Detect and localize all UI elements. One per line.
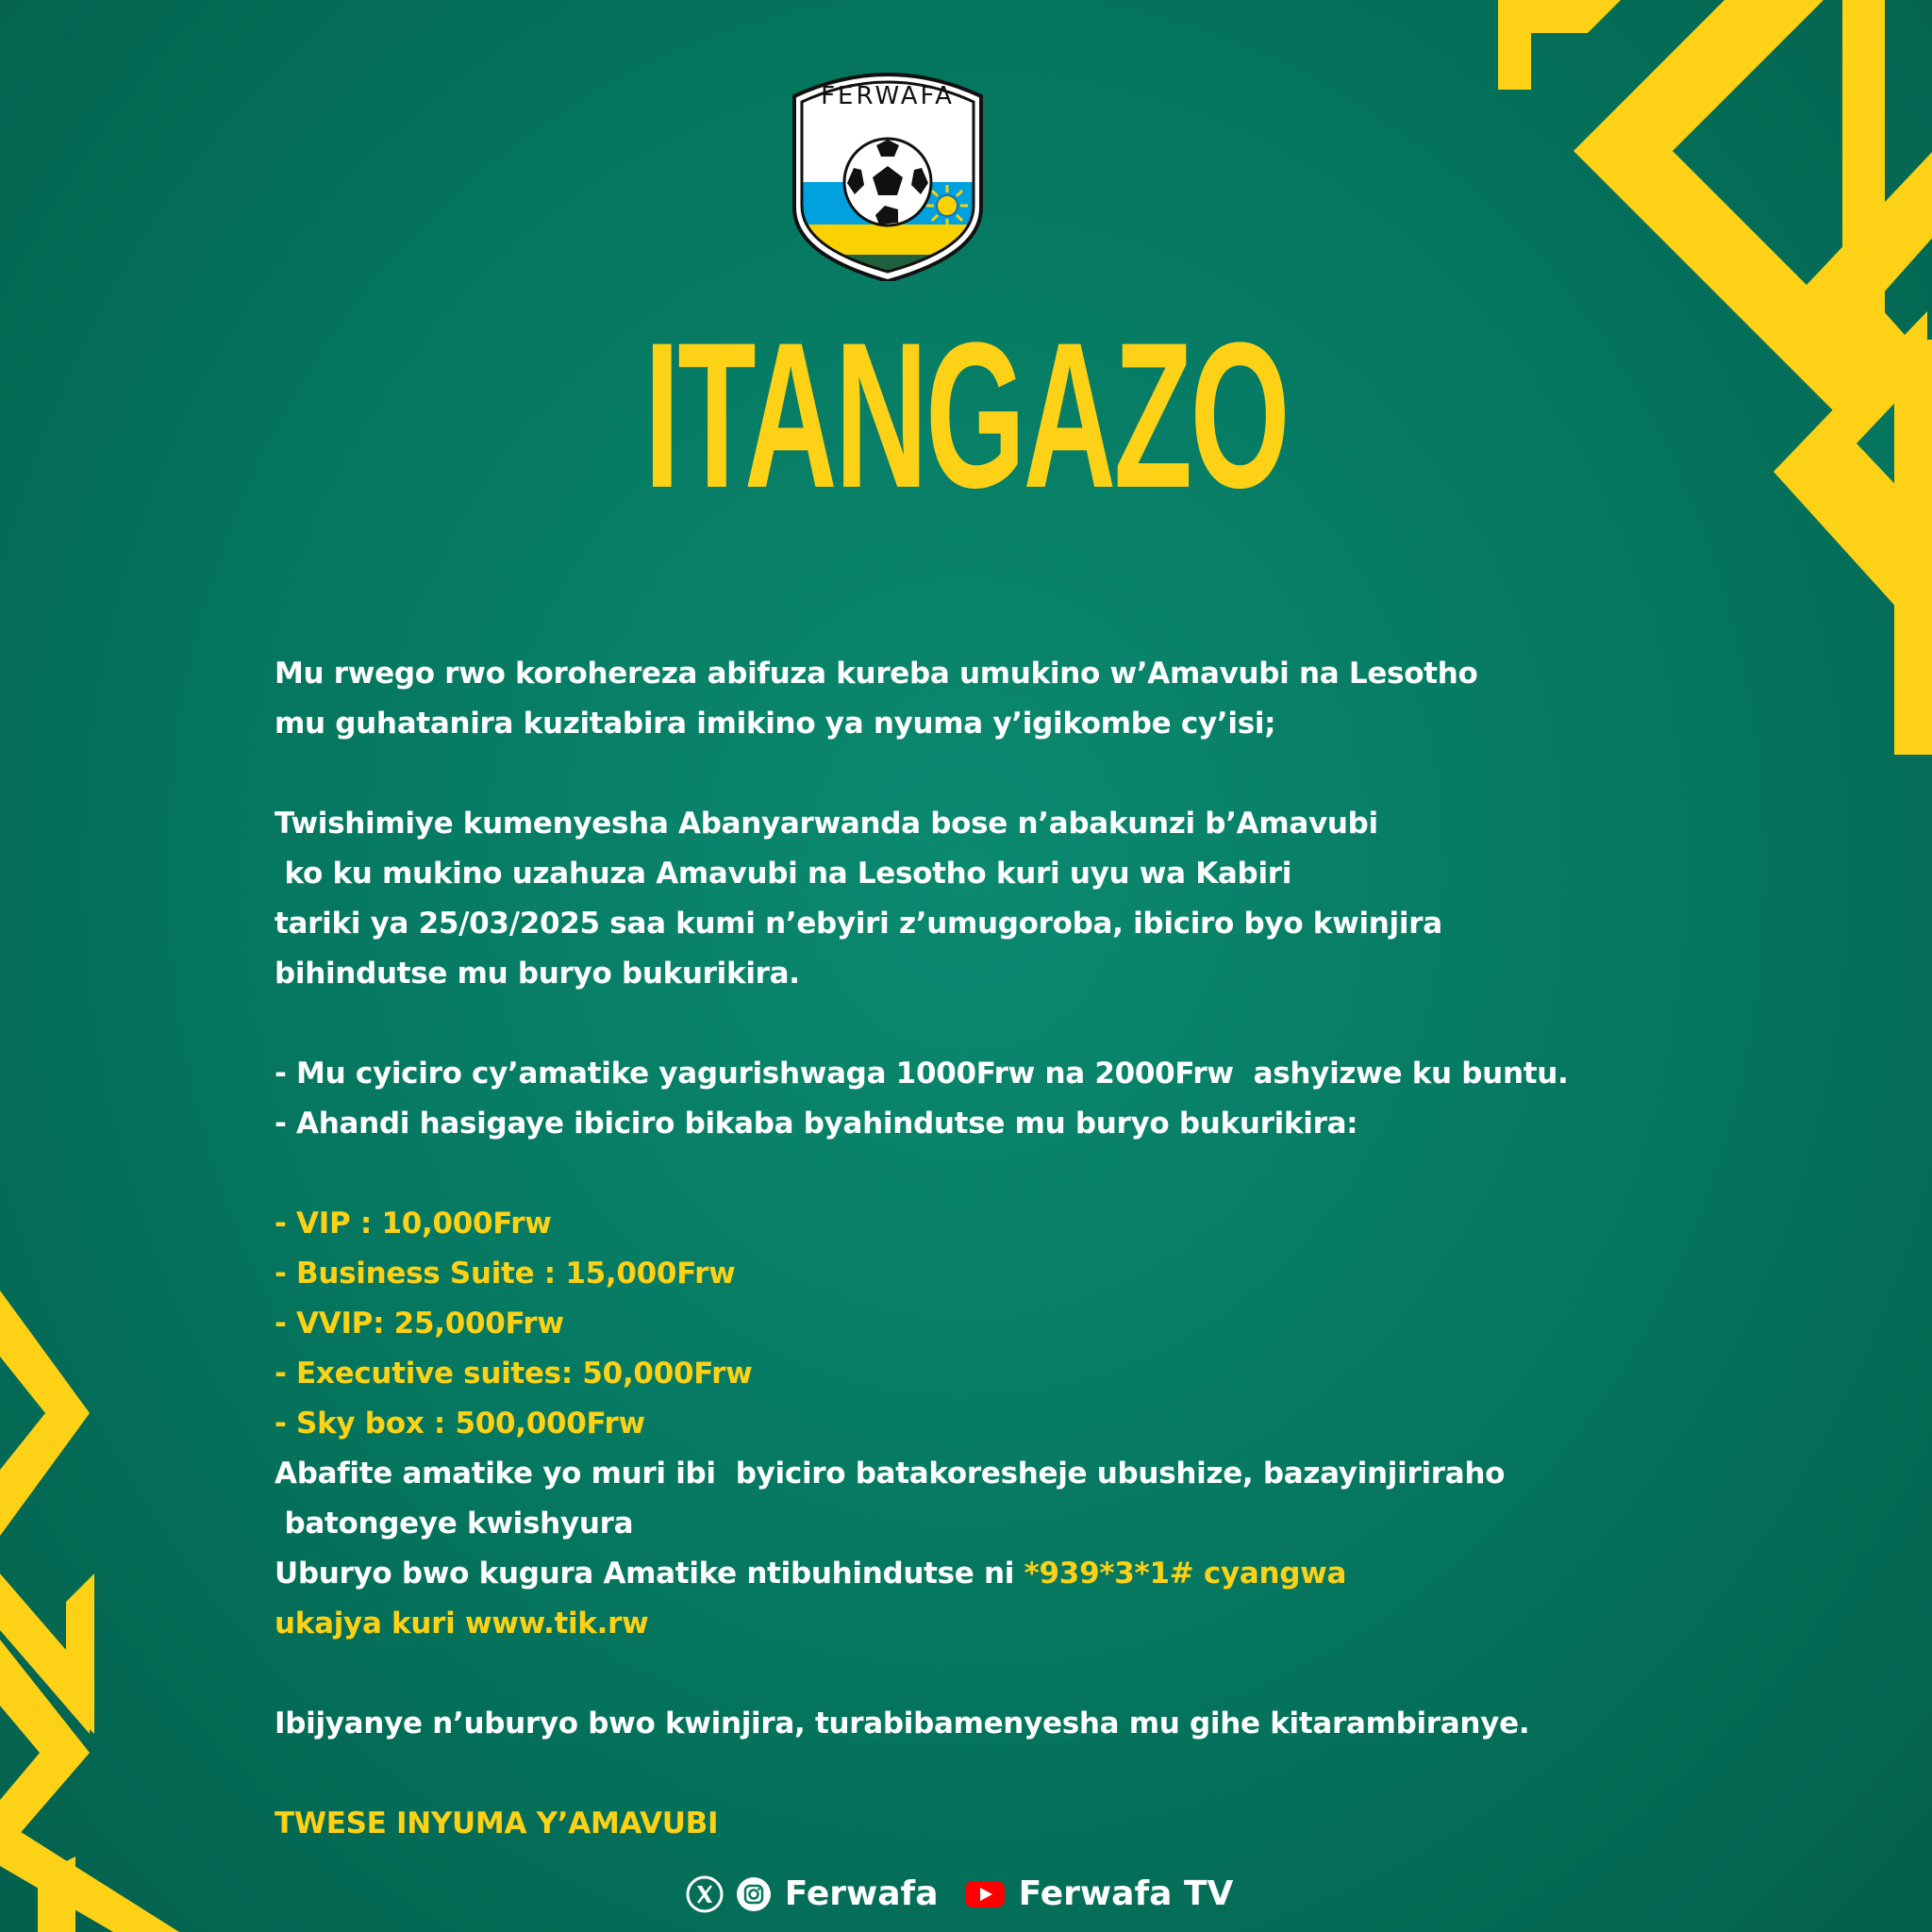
logo-text: FERWAFA bbox=[821, 82, 955, 110]
announcement-line-1: Twishimiye kumenyesha Abanyarwanda bose n’abakunzi b’Amavubi bbox=[275, 807, 1378, 841]
sun-icon bbox=[926, 185, 968, 226]
price-item-vvip: - VVIP: 25,000Frw bbox=[275, 1307, 564, 1341]
youtube-icon[interactable] bbox=[963, 1875, 1007, 1913]
social-handle[interactable]: Ferwafa bbox=[784, 1874, 939, 1913]
announcement-body bbox=[275, 649, 1878, 1849]
youtube-handle[interactable]: Ferwafa TV bbox=[1018, 1874, 1234, 1913]
purchase-line-1 bbox=[275, 1549, 1878, 1599]
price-item-business-suite: - Business Suite : 15,000Frw bbox=[275, 1257, 736, 1291]
intro-line-1: Mu rwego rwo korohereza abifuza kureba umukino w’Amavubi na Lesotho bbox=[275, 657, 1478, 691]
instagram-icon[interactable] bbox=[735, 1875, 773, 1913]
ferwafa-logo bbox=[779, 64, 996, 281]
rules-line-2: - Ahandi hasigaye ibiciro bikaba byahindutse mu buryo bukurikira: bbox=[275, 1107, 1358, 1141]
headline-title: ITANGAZO bbox=[643, 299, 1289, 531]
footer-social-bar bbox=[0, 1870, 1932, 1918]
intro-line-2: mu guhatanira kuzitabira imikino ya nyuma y’igikombe cy’isi; bbox=[275, 707, 1276, 741]
announcement-line-3: tariki ya 25/03/2025 saa kumi n’ebyiri z’umugoroba, ibiciro byo kwinjira bbox=[275, 907, 1442, 941]
rules-line-1: - Mu cyiciro cy’amatike yagurishwaga 1000Frw na 2000Frw ashyizwe ku buntu. bbox=[275, 1057, 1569, 1091]
slogan: TWESE INYUMA Y’AMAVUBI bbox=[275, 1807, 719, 1840]
price-item-sky-box: - Sky box : 500,000Frw bbox=[275, 1407, 645, 1441]
ussd-code: *939*3*1# cyangwa bbox=[1024, 1557, 1347, 1591]
holders-line-1: Abafite amatike yo muri ibi byiciro batakoresheje ubushize, bazayinjiriraho bbox=[275, 1457, 1506, 1491]
holders-line-2: batongeye kwishyura bbox=[275, 1507, 634, 1541]
price-item-vip: - VIP : 10,000Frw bbox=[275, 1207, 552, 1241]
decorative-triangles-bottom-left bbox=[0, 1291, 189, 1932]
purchase-prefix: Uburyo bwo kugura Amatike ntibuhindutse ni bbox=[275, 1557, 1024, 1591]
purchase-line-2: ukajya kuri www.tik.rw bbox=[275, 1607, 649, 1641]
soccer-ball-icon bbox=[844, 139, 931, 225]
announcement-line-2: ko ku mukino uzahuza Amavubi na Lesotho kuri uyu wa Kabiri bbox=[275, 857, 1292, 891]
announcement-line-4: bihindutse mu buryo bukurikira. bbox=[275, 957, 800, 991]
x-icon[interactable] bbox=[686, 1875, 724, 1913]
entry-info: Ibijyanye n’uburyo bwo kwinjira, turabibamenyesha mu gihe kitarambiranye. bbox=[275, 1707, 1530, 1740]
price-item-executive-suites: - Executive suites: 50,000Frw bbox=[275, 1357, 753, 1391]
